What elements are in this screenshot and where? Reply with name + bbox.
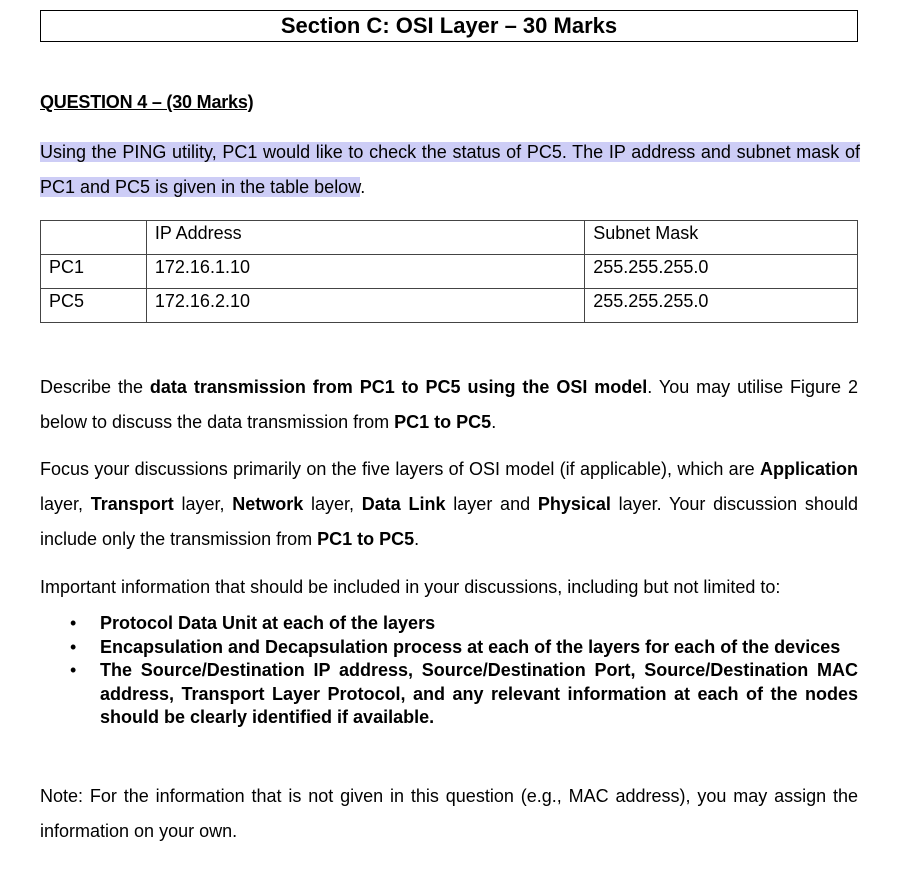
paragraph-focus	[40, 452, 858, 557]
bullet-icon: •	[70, 636, 77, 657]
bold-text: Data Link	[361, 494, 446, 514]
intro-highlighted-text: Using the PING utility, PC1 would like to check the status of PC5. The IP address and subnet mask of PC1 and PC5 is given in the table below	[40, 142, 860, 197]
table-header-cell	[41, 221, 147, 255]
table-header-cell: Subnet Mask	[585, 221, 858, 255]
bullet-text: Encapsulation and Decapsulation process at each of the layers for each of the devices	[100, 636, 841, 657]
bold-text: Application	[760, 459, 858, 479]
text: layer. Your discussion should include only the transmission from	[40, 494, 858, 549]
text: layer,	[173, 494, 233, 514]
table-header-row	[41, 221, 858, 255]
bullet-list	[70, 612, 858, 730]
bold-text: data transmission from PC1 to PC5 using the OSI model	[149, 377, 648, 397]
text: layer,	[40, 494, 91, 514]
bold-text: Physical	[537, 494, 611, 514]
text: layer and	[445, 494, 538, 514]
table-cell-mask: 255.255.255.0	[585, 289, 858, 323]
note-paragraph: Note: For the information that is not given in this question (e.g., MAC address), you may assign the information on your own.	[40, 786, 858, 841]
table-cell-ip: 172.16.1.10	[146, 255, 584, 289]
question-heading: QUESTION 4 – (30 Marks)	[40, 92, 254, 112]
paragraph-important: Important information that should be included in your discussions, including but not limited to:	[40, 577, 781, 597]
bullet-text: The Source/Destination IP address, Source/Destination Port, Source/Destination MAC address, Transport Layer Protocol, and any relevant information at each of the nodes should be clearly identified if available.	[100, 660, 858, 727]
bold-text: PC1 to PC5	[317, 529, 415, 549]
bold-text: Network	[232, 494, 304, 514]
bullet-text: Protocol Data Unit at each of the layers	[100, 613, 436, 633]
table-cell-ip: 172.16.2.10	[146, 289, 584, 323]
text: Focus your discussions primarily on the five layers of OSI model (if applicable), which are	[40, 459, 760, 479]
list-item	[70, 659, 858, 730]
table-row	[41, 255, 858, 289]
bullet-icon: •	[70, 660, 77, 680]
table-cell-mask: 255.255.255.0	[585, 255, 858, 289]
text: Describe the	[40, 377, 150, 397]
section-title: Section C: OSI Layer – 30 Marks	[40, 10, 858, 42]
intro-end: .	[360, 177, 366, 197]
paragraph-describe	[40, 370, 858, 440]
table-cell-device: PC5	[41, 289, 147, 323]
ip-address-table	[40, 220, 858, 323]
question-intro	[40, 135, 860, 205]
bullet-icon: •	[70, 613, 77, 633]
text: layer,	[303, 494, 362, 514]
table-row	[41, 289, 858, 323]
text: . You may utilise Figure 2 below to discuss the data transmission from	[40, 377, 858, 432]
list-item	[70, 612, 858, 636]
bold-text: PC1 to PC5	[394, 412, 492, 432]
table-cell-device: PC1	[41, 255, 147, 289]
bold-text: Transport	[90, 494, 174, 514]
list-item	[70, 636, 858, 660]
text: .	[491, 412, 497, 432]
table-header-cell: IP Address	[146, 221, 584, 255]
text: .	[414, 529, 420, 549]
